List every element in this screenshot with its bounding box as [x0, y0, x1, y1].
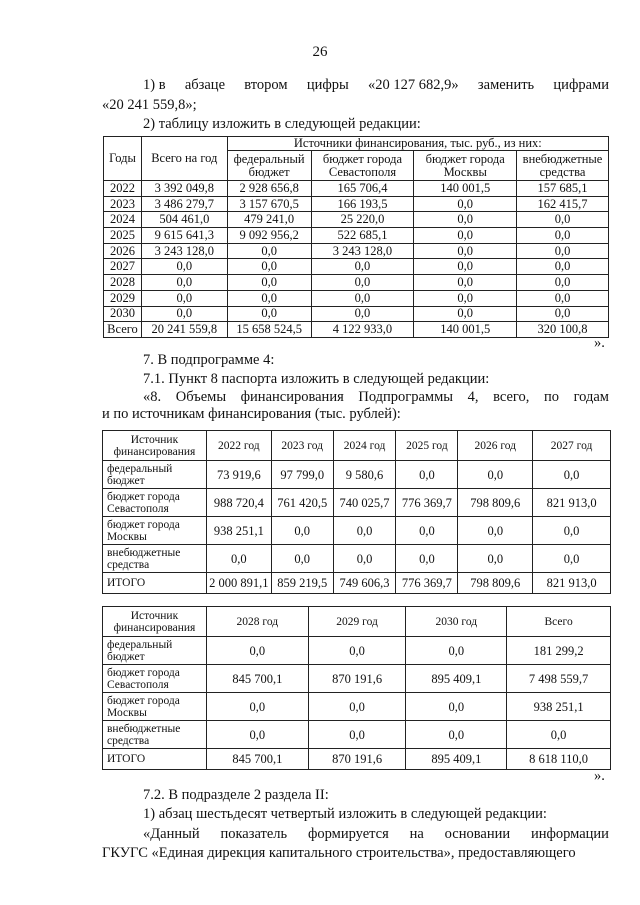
funding-by-year-table — [103, 136, 609, 338]
value-cell: 0,0 — [458, 461, 533, 489]
value-cell: 0,0 — [414, 290, 517, 306]
source-cell: федеральный бюджет — [103, 637, 207, 665]
value-cell: 0,0 — [517, 275, 609, 291]
value-cell: 0,0 — [271, 517, 333, 545]
value-cell: 2 928 656,8 — [227, 181, 311, 197]
year-cell: 2023 — [104, 196, 142, 212]
value-cell: 157 685,1 — [517, 181, 609, 197]
value-cell: 140 001,5 — [414, 181, 517, 197]
value-cell: 0,0 — [414, 259, 517, 275]
source-cell: внебюджетные средства — [103, 721, 207, 749]
header-total: Всего на год — [141, 137, 227, 181]
value-cell: 845 700,1 — [206, 749, 308, 770]
value-cell: 938 251,1 — [206, 517, 271, 545]
value-cell: 821 913,0 — [533, 573, 611, 594]
table-row — [104, 275, 609, 291]
header-source: Источник финансирования — [103, 607, 207, 637]
paragraph-2: 2) таблицу изложить в следующей редакции: — [143, 116, 421, 132]
table-row — [103, 489, 611, 517]
value-cell: 0,0 — [227, 243, 311, 259]
value-cell: 73 919,6 — [206, 461, 271, 489]
value-cell: 870 191,6 — [308, 665, 406, 693]
value-cell: 8 618 110,0 — [507, 749, 611, 770]
header-year: 2026 год — [458, 431, 533, 461]
value-cell: 0,0 — [396, 545, 458, 573]
year-cell: 2030 — [104, 306, 142, 322]
header-federal: федеральный бюджет — [227, 151, 311, 181]
value-cell: 162 415,7 — [517, 196, 609, 212]
value-cell: 166 193,5 — [311, 196, 414, 212]
year-cell: 2022 — [104, 181, 142, 197]
year-cell: 2028 — [104, 275, 142, 291]
value-cell: 821 913,0 — [533, 489, 611, 517]
header-year: 2030 год — [406, 607, 507, 637]
value-cell: 0,0 — [507, 721, 611, 749]
paragraph-abzac: 1) абзац шестьдесят четвертый изложить в следующей редакции: — [143, 806, 547, 822]
table-row — [103, 461, 611, 489]
table-row — [104, 243, 609, 259]
paragraph-8-line-1: «8. Объемы финансирования Подпрограммы 4, всего, по годам — [143, 389, 609, 405]
value-cell: 3 243 128,0 — [311, 243, 414, 259]
value-cell: 0,0 — [533, 517, 611, 545]
value-cell: 4 122 933,0 — [311, 322, 414, 338]
page-number: 26 — [312, 44, 328, 60]
value-cell: 0,0 — [311, 290, 414, 306]
value-cell: 0,0 — [227, 259, 311, 275]
value-cell: 0,0 — [206, 693, 308, 721]
value-cell: 798 809,6 — [458, 489, 533, 517]
table-row — [103, 573, 611, 594]
source-cell: федеральный бюджет — [103, 461, 207, 489]
value-cell: 0,0 — [271, 545, 333, 573]
value-cell: 0,0 — [308, 693, 406, 721]
value-cell: 798 809,6 — [458, 573, 533, 594]
header-year: 2024 год — [333, 431, 396, 461]
value-cell: 0,0 — [414, 228, 517, 244]
year-cell: 2024 — [104, 212, 142, 228]
value-cell: 0,0 — [311, 306, 414, 322]
value-cell: 0,0 — [517, 212, 609, 228]
value-cell: 0,0 — [333, 545, 396, 573]
value-cell: 0,0 — [458, 517, 533, 545]
table-row — [104, 259, 609, 275]
value-cell: 895 409,1 — [406, 665, 507, 693]
value-cell: 761 420,5 — [271, 489, 333, 517]
value-cell: 0,0 — [141, 259, 227, 275]
header-year: 2028 год — [206, 607, 308, 637]
value-cell: 522 685,1 — [311, 228, 414, 244]
value-cell: 845 700,1 — [206, 665, 308, 693]
value-cell: 479 241,0 — [227, 212, 311, 228]
value-cell: 0,0 — [414, 212, 517, 228]
year-cell: 2029 — [104, 290, 142, 306]
section-7-1-heading: 7.1. Пункт 8 паспорта изложить в следующей редакции: — [143, 371, 490, 387]
value-cell: 938 251,1 — [507, 693, 611, 721]
table-row — [104, 212, 609, 228]
value-cell: 859 219,5 — [271, 573, 333, 594]
value-cell: 0,0 — [227, 290, 311, 306]
table-row — [103, 665, 611, 693]
table-row — [104, 322, 609, 338]
value-cell: 0,0 — [308, 721, 406, 749]
header-year: 2025 год — [396, 431, 458, 461]
source-cell: бюджет города Москвы — [103, 517, 207, 545]
value-cell: 0,0 — [141, 306, 227, 322]
value-cell: 504 461,0 — [141, 212, 227, 228]
header-years: Годы — [104, 137, 142, 181]
value-cell: 0,0 — [141, 275, 227, 291]
funding-2028-2030-table — [102, 606, 611, 770]
value-cell: 0,0 — [517, 243, 609, 259]
paragraph-1-line-2: «20 241 559,8»; — [102, 97, 197, 113]
source-cell: бюджет города Севастополя — [103, 489, 207, 517]
value-cell: 0,0 — [517, 306, 609, 322]
year-cell: Всего — [104, 322, 142, 338]
source-cell: ИТОГО — [103, 573, 207, 594]
table-row — [104, 306, 609, 322]
value-cell: 9 092 956,2 — [227, 228, 311, 244]
value-cell: 0,0 — [396, 461, 458, 489]
year-cell: 2027 — [104, 259, 142, 275]
header-year: 2029 год — [308, 607, 406, 637]
table-row — [104, 181, 609, 197]
value-cell: 25 220,0 — [311, 212, 414, 228]
table-row — [104, 228, 609, 244]
value-cell: 3 486 279,7 — [141, 196, 227, 212]
value-cell: 0,0 — [458, 545, 533, 573]
value-cell: 740 025,7 — [333, 489, 396, 517]
value-cell: 895 409,1 — [406, 749, 507, 770]
value-cell: 0,0 — [206, 637, 308, 665]
value-cell: 3 243 128,0 — [141, 243, 227, 259]
value-cell: 7 498 559,7 — [507, 665, 611, 693]
value-cell: 2 000 891,1 — [206, 573, 271, 594]
value-cell: 0,0 — [396, 517, 458, 545]
header-source: Источник финансирования — [103, 431, 207, 461]
value-cell: 0,0 — [308, 637, 406, 665]
table-row — [104, 290, 609, 306]
value-cell: 97 799,0 — [271, 461, 333, 489]
value-cell: 0,0 — [414, 196, 517, 212]
table-row — [103, 749, 611, 770]
value-cell: 0,0 — [517, 259, 609, 275]
value-cell: 776 369,7 — [396, 573, 458, 594]
source-cell: бюджет города Москвы — [103, 693, 207, 721]
table-row — [103, 545, 611, 573]
value-cell: 0,0 — [311, 259, 414, 275]
section-7-heading: 7. В подпрограмме 4: — [143, 352, 275, 368]
value-cell: 0,0 — [533, 461, 611, 489]
value-cell: 0,0 — [517, 228, 609, 244]
year-cell: 2025 — [104, 228, 142, 244]
value-cell: 3 157 670,5 — [227, 196, 311, 212]
table-row — [103, 637, 611, 665]
value-cell: 20 241 559,8 — [141, 322, 227, 338]
value-cell: 0,0 — [227, 306, 311, 322]
closing-quote-1: ». — [594, 335, 605, 351]
value-cell: 165 706,4 — [311, 181, 414, 197]
header-year: Всего — [507, 607, 611, 637]
value-cell: 988 720,4 — [206, 489, 271, 517]
table-row — [104, 196, 609, 212]
value-cell: 776 369,7 — [396, 489, 458, 517]
value-cell: 9 615 641,3 — [141, 228, 227, 244]
value-cell: 15 658 524,5 — [227, 322, 311, 338]
value-cell: 870 191,6 — [308, 749, 406, 770]
value-cell: 0,0 — [311, 275, 414, 291]
source-cell: ИТОГО — [103, 749, 207, 770]
value-cell: 0,0 — [141, 290, 227, 306]
header-offbudget: внебюджетные средства — [517, 151, 609, 181]
table-row — [103, 517, 611, 545]
table-row — [103, 721, 611, 749]
value-cell: 0,0 — [414, 306, 517, 322]
value-cell: 320 100,8 — [517, 322, 609, 338]
paragraph-dannyi-line-1: «Данный показатель формируется на основании информации — [143, 826, 609, 842]
table-row — [103, 693, 611, 721]
value-cell: 9 580,6 — [333, 461, 396, 489]
header-year: 2022 год — [206, 431, 271, 461]
value-cell: 0,0 — [227, 275, 311, 291]
value-cell: 0,0 — [533, 545, 611, 573]
value-cell: 0,0 — [406, 693, 507, 721]
value-cell: 181 299,2 — [507, 637, 611, 665]
paragraph-dannyi-line-2: ГКУГС «Единая дирекция капитального строительства», предоставляющего — [102, 845, 576, 861]
value-cell: 140 001,5 — [414, 322, 517, 338]
header-year: 2027 год — [533, 431, 611, 461]
header-moscow: бюджет города Москвы — [414, 151, 517, 181]
paragraph-8-line-2: и по источникам финансирования (тыс. рублей): — [102, 406, 401, 422]
value-cell: 0,0 — [206, 545, 271, 573]
closing-quote-2: ». — [594, 768, 605, 784]
value-cell: 0,0 — [414, 275, 517, 291]
header-sevastopol: бюджет города Севастополя — [311, 151, 414, 181]
year-cell: 2026 — [104, 243, 142, 259]
header-year: 2023 год — [271, 431, 333, 461]
value-cell: 0,0 — [333, 517, 396, 545]
source-cell: внебюджетные средства — [103, 545, 207, 573]
value-cell: 0,0 — [406, 637, 507, 665]
value-cell: 3 392 049,8 — [141, 181, 227, 197]
source-cell: бюджет города Севастополя — [103, 665, 207, 693]
paragraph-1-line-1: 1) в абзаце втором цифры «20 127 682,9» заменить цифрами — [143, 77, 609, 93]
section-7-2-heading: 7.2. В подразделе 2 раздела II: — [143, 787, 329, 803]
value-cell: 749 606,3 — [333, 573, 396, 594]
funding-2022-2027-table — [102, 430, 611, 594]
value-cell: 0,0 — [517, 290, 609, 306]
header-sources-group: Источники финансирования, тыс. руб., из них: — [227, 137, 608, 151]
value-cell: 0,0 — [206, 721, 308, 749]
value-cell: 0,0 — [414, 243, 517, 259]
value-cell: 0,0 — [406, 721, 507, 749]
